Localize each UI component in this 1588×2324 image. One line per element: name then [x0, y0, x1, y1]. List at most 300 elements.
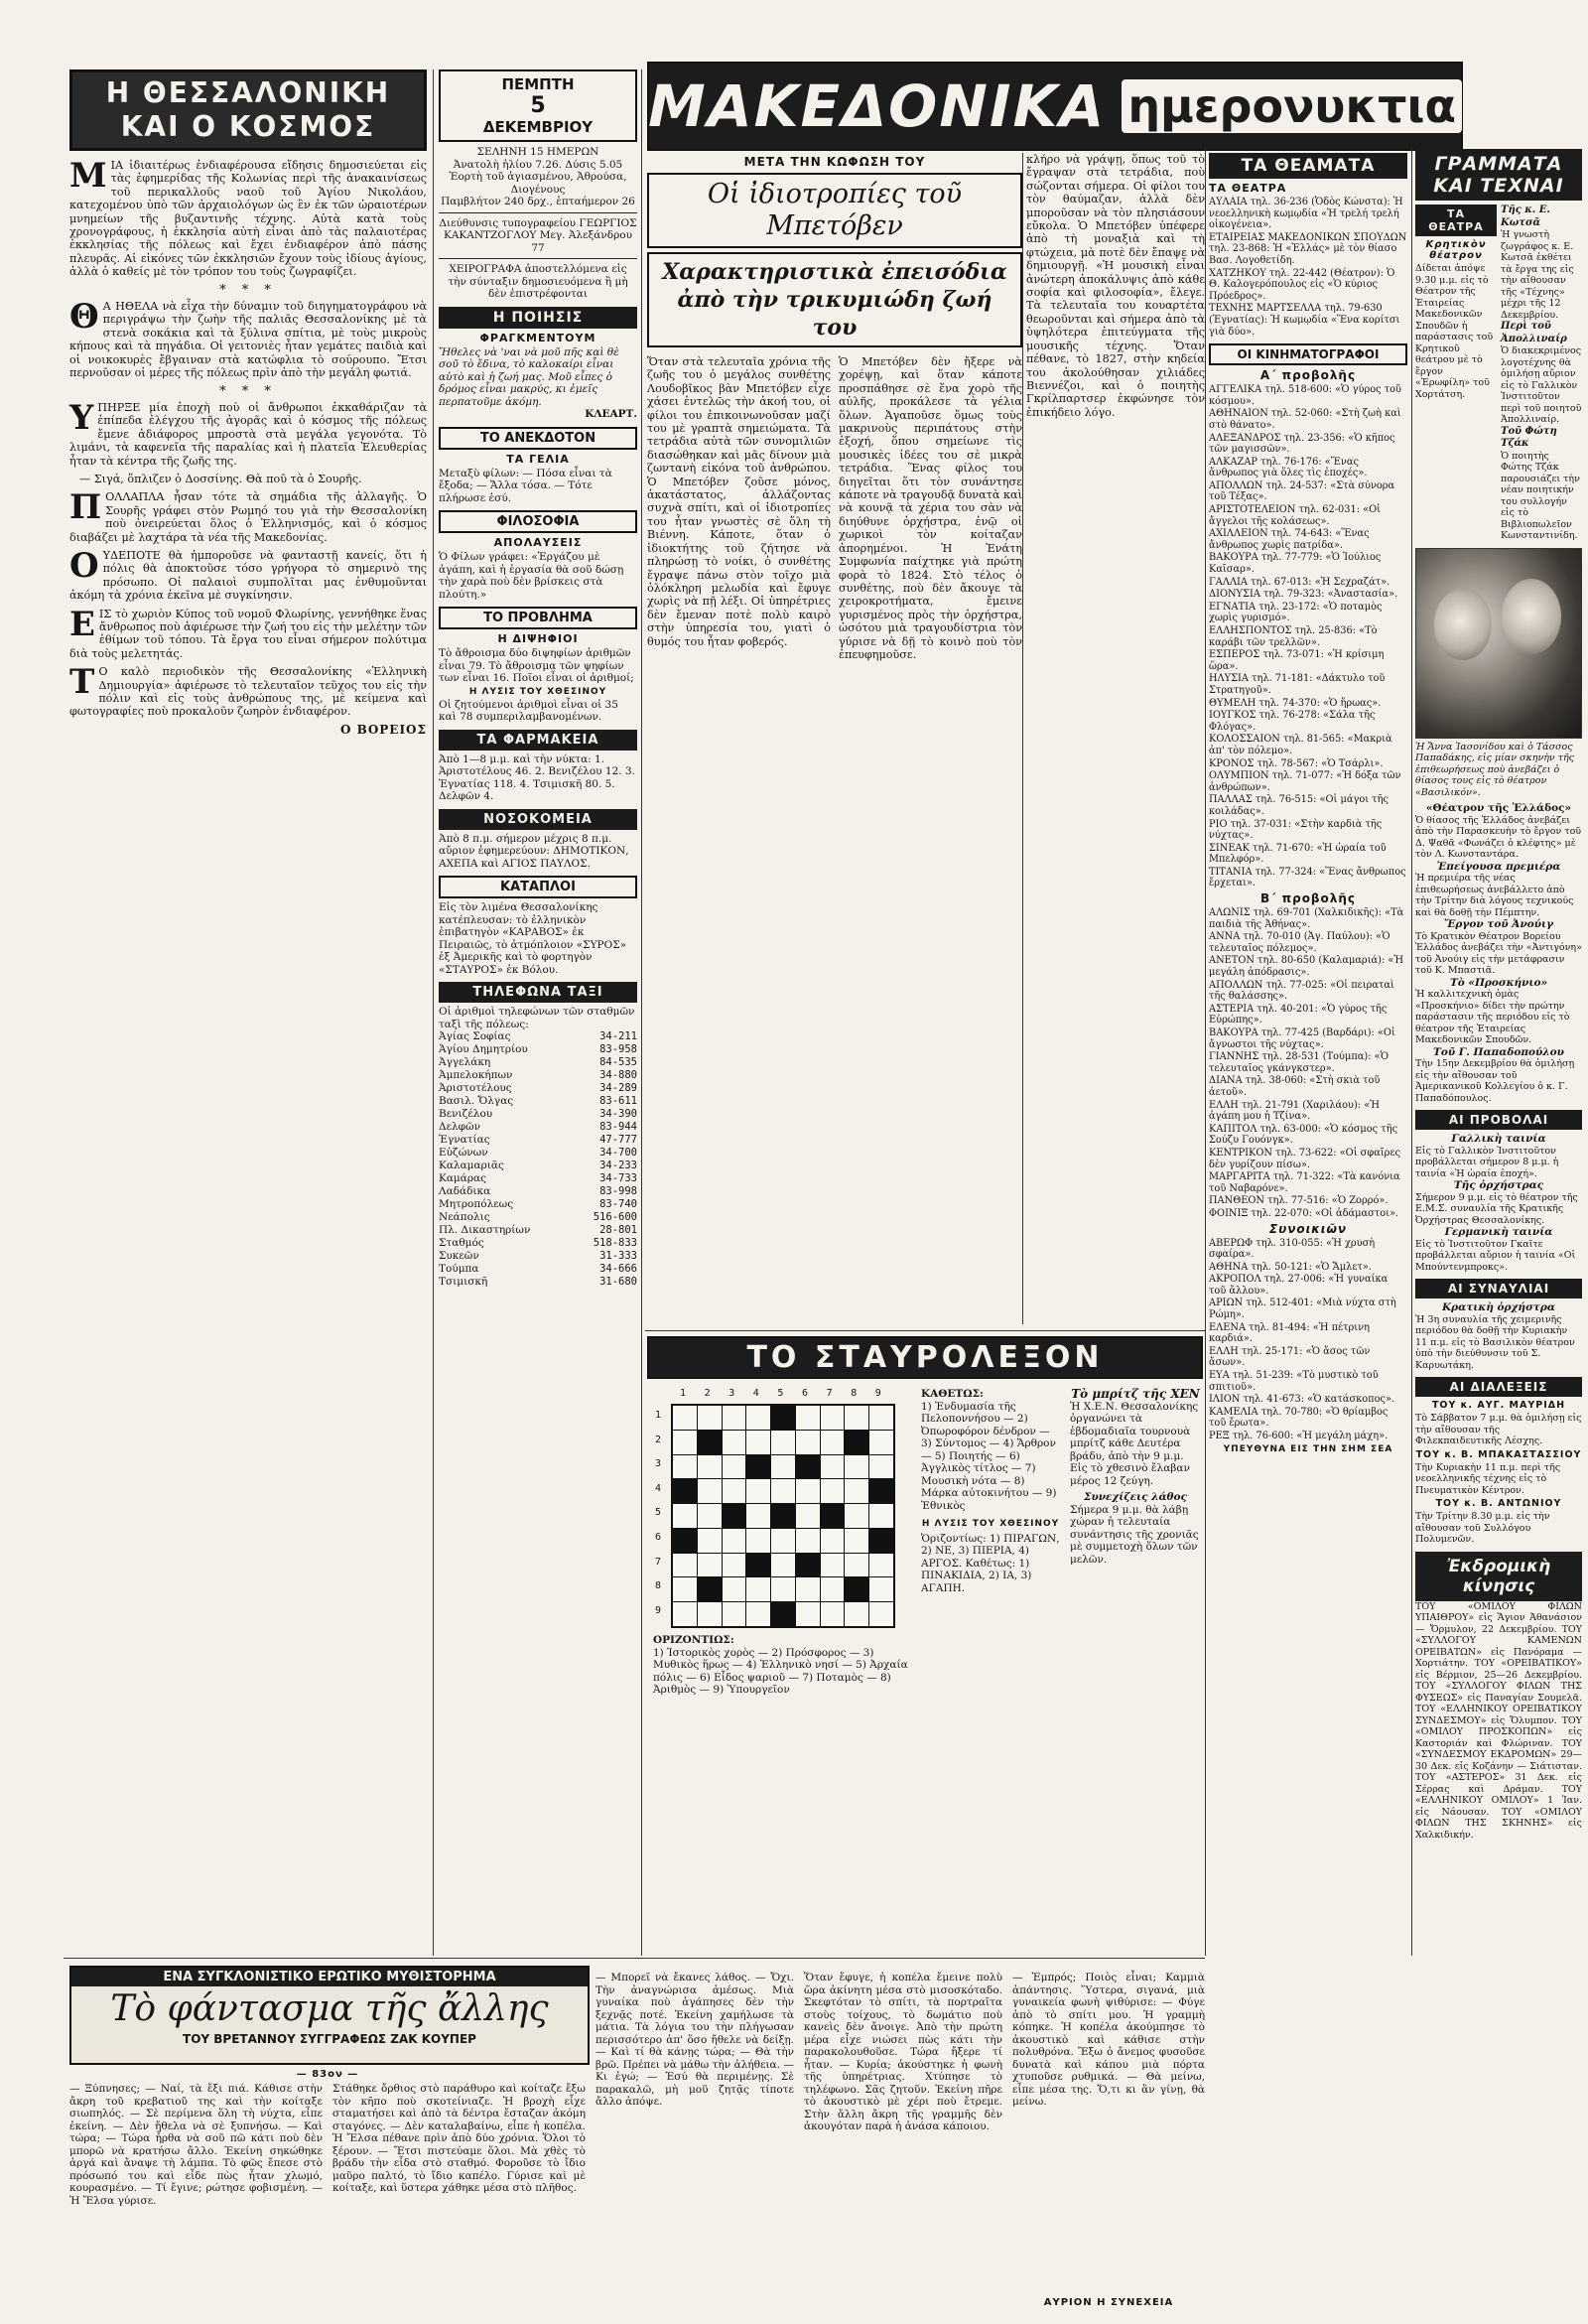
cinema-listing: ΡΙΟ τηλ. 37-031: «Στὴν καρδιὰ τῆς νύχτας».: [1209, 818, 1383, 842]
crossword-cell[interactable]: [845, 1529, 868, 1553]
bridge-title: Τὸ μπρίτζ τῆς ΧΕΝ: [1071, 1387, 1200, 1401]
serial-banner: [69, 1966, 590, 2065]
cinema-listing: ΓΑΛΛΙΑ τηλ. 67-013: «Ἡ Σεχραζάτ».: [1209, 576, 1390, 588]
arts-title-1: Τῆς κ. Ε. Κωτσᾶ: [1501, 205, 1550, 228]
crossword-cell[interactable]: [723, 1602, 746, 1626]
crossword-cell[interactable]: [869, 1602, 893, 1626]
problem-text: Τὸ ἄθροισμα δύο διψηφίων ἀριθμῶν εἶναι 79. Τὸ ἄθροισμα τῶν ψηφίων των εἶναι 16. Ποῖοι εἶναι οἱ ἀριθμοί;: [439, 647, 634, 684]
orchestra-text: Σήμερον 9 μ.μ. εἰς τὸ θέατρον τῆς Ε.Μ.Σ. συναυλία τῆς Κρατικῆς Ὀρχήστρας Θεσσαλονίκης.: [1415, 1191, 1578, 1226]
taxi-station-number: 83-958: [599, 1043, 637, 1055]
taxi-intro: Οἱ ἀριθμοὶ τηλεφώνων τῶν σταθμῶν ταξὶ τῆς πόλεως:: [439, 1006, 635, 1030]
cinema-listing: ΕΛΕΝΑ τηλ. 81-494: «Ἡ πέτρινη καρδιά».: [1209, 1321, 1370, 1345]
crossword-cell[interactable]: [869, 1554, 893, 1577]
crossword-title: ΤΟ ΣΤΑΥΡΟΛΕΞΟΝ: [647, 1336, 1203, 1379]
crossword-cell[interactable]: [723, 1406, 746, 1430]
taxi-station-number: 47-777: [599, 1134, 637, 1146]
crossword-solution: Ὁριζοντίως: 1) ΠΙΡΑΓΩΝ, 2) ΝΕ, 3) ΠΙΕΡΙΑ, 4) ΑΡΓΟΣ. Καθέτως: 1) ΠΙΝΑΚΙΔΙΑ, 2) ΙΑ, 3) ΑΓΑΠΗ.: [921, 1532, 1060, 1594]
theatre-list: [1209, 197, 1407, 338]
crossword-cell[interactable]: [845, 1554, 868, 1577]
crossword-black-cell: [869, 1479, 893, 1503]
dropcap: Υ: [69, 397, 94, 438]
left-para-5: ΟΛΛΑΠΛΑ ἦσαν τότε τὰ σημάδια τῆς ἀλλαγῆς. Ὁ Σουρῆς γράφει στὸν Ρωμηό του γιὰ τὴν Θεσσαλονίκη ποὺ ὀνειρεύεται ὅλος ὁ Ἑλληνισμός, καὶ ὁ κόσμος διαβάζει μὲ λαχτάρα τὰ νέα τῆς Μακεδονίας.: [69, 490, 427, 544]
crossword-black-cell: [771, 1602, 795, 1626]
arts-header: ΓΡΑΜΜΑΤΑ ΚΑΙ ΤΕΧΝΑΙ: [1415, 149, 1582, 201]
crossword-cell[interactable]: [796, 1602, 820, 1626]
crossword-cell[interactable]: [845, 1504, 868, 1528]
arts-title-2: Περὶ τοῦ Ἀπολλιναίρ: [1501, 321, 1567, 344]
hospitals-header: ΝΟΣΟΚΟΜΕΙΑ: [439, 809, 637, 830]
crossword-black-cell: [698, 1577, 722, 1601]
cinema-listing: ΚΕΝΤΡΙΚΟΝ τηλ. 73-622: «Οἱ σφαῖρες δὲν γυρίζουν πίσω».: [1209, 1147, 1401, 1170]
lecture-1-title: ΤΟΥ κ. ΑΥΓ. ΜΑΥΡΙΔΗ: [1431, 1400, 1566, 1411]
cinema-listing: ΔΙΟΝΥΣΙΑ τηλ. 79-323: «Ἀναστασία».: [1209, 589, 1398, 601]
serial-title: Τὸ φάντασμα τῆς ἄλλης: [110, 1988, 549, 2029]
left-article-title-line1: Η ΘΕΣΣΑΛΟΝΙΚΗ: [105, 76, 391, 109]
crossword-cell[interactable]: [746, 1406, 770, 1430]
left-para-4: — Σιγά, ὅπλιζεν ὁ Δοσσίνης. Θὰ ποῦ τὰ ὁ Σουρῆς.: [79, 472, 362, 485]
cinema-listing: ΜΑΡΓΑΡΙΤΑ τηλ. 71-322: «Τὰ κανόνια τοῦ Ναβαρόνε».: [1209, 1171, 1400, 1194]
center-col-1: Ὅταν στὰ τελευταῖα χρόνια τῆς ζωῆς του ὁ μεγάλος συνθέτης Λουδοβῖκος βὰν Μπετόβεν εἶχε χάσει ἐντελῶς τὴν ἀκοή του, οἱ φίλοι του ἐπικοινωνοῦσαν μαζί του μὲ γραπτὰ σημειώματα. Τὰ τετράδια αὐτὰ τῶν συνομιλιῶν διασώθηκαν καὶ μᾶς δίνουν μιὰ ζωντανὴ εἰκόνα τοῦ ἀνθρώπου. Ὁ Μπετόβεν ζοῦσε μόνος, ἀκατάστατος, ἀλλάζοντας συχνὰ σπίτι, καὶ οἱ ἰδιοτροπίες του ἦταν γνωστὲς σὲ ὅλη τὴ Βιέννη. Κάποτε, ὅταν ὁ ἰδιοκτήτης τοῦ ζήτησε νὰ πληρώσῃ τὸ νοίκι, ὁ συνθέτης ἔγραψε πάνω στὸν τοῖχο μιὰ ὁλόκληρη μελωδία καὶ ἔφυγε χωρὶς νὰ πῇ λέξι. Οἱ ὑπηρέτριες δὲν ἔμεναν ποτὲ πολὺ καιρὸ στὴν ὑπηρεσία του, γιατὶ ὁ θυμός του ἦταν φοβερός.: [647, 355, 831, 648]
taxi-station-number: 83-944: [599, 1121, 637, 1133]
lecture-2-text: Τὴν Κυριακὴν 11 π.μ. περὶ τῆς νεοελληνικῆς τέχνης εἰς τὸ Πνευματικὸν Κέντρον.: [1415, 1461, 1561, 1496]
crossword-cell[interactable]: [746, 1431, 770, 1454]
crossword-black-cell: [746, 1554, 770, 1577]
actors-photo: [1415, 548, 1582, 739]
crossword-cell[interactable]: [869, 1577, 893, 1601]
crossword-black-cell: [845, 1577, 868, 1601]
serial-banner-top: ΕΝΑ ΣΥΓΚΛΟΝΙΣΤΙΚΟ ΕΡΩΤΙΚΟ ΜΥΘΙΣΤΟΡΗΜΑ: [71, 1968, 588, 1986]
crossword-row-number: 4: [655, 1482, 662, 1494]
crossword-cell[interactable]: [821, 1406, 845, 1430]
crossword-row-number: 5: [655, 1507, 662, 1519]
cinema-listing: ΘΥΜΕΛΗ τηλ. 74-370: «Ὁ ἥρωας».: [1209, 697, 1382, 709]
crossword-cell[interactable]: [821, 1577, 845, 1601]
taxi-station-number: 83-998: [599, 1185, 637, 1197]
cinema-listing: ΑΓΓΕΛΙΚΑ τηλ. 518-600: «Ὁ γύρος τοῦ κόσμου».: [1209, 384, 1401, 407]
cinema-listing: ΣΙΝΕΑΚ τηλ. 71-670: «Ἡ ὡραία τοῦ Μπελφόρ».: [1209, 842, 1387, 866]
dropcap: Ο: [69, 545, 99, 586]
crossword-column-number: 2: [704, 1388, 711, 1399]
taxi-row: [439, 1211, 637, 1224]
arts-top: [1415, 205, 1582, 542]
taxi-station-number: 518-833: [593, 1237, 637, 1249]
serial-instalment: — 83ον —: [296, 2069, 359, 2080]
crossword-cell[interactable]: [845, 1406, 868, 1430]
taxi-station-name: Λαδάδικα: [439, 1185, 491, 1197]
shows-footer: ΥΠΕΥΘΥΝΑ ΕΙΣ ΤΗΝ ΣΗΜ ΣΕΑ: [1223, 1443, 1393, 1454]
cinema-listing: ΑΧΙΛΛΕΙΟΝ τηλ. 74-643: «Ἕνας ἄνθρωπος χωρὶς πατρίδα».: [1209, 528, 1370, 551]
cinema-listing: ΑΘΗΝΑ τηλ. 50-121: «Ὁ Ἄμλετ».: [1209, 1261, 1372, 1273]
taxi-station-name: Ἀγίας Σοφίας: [439, 1030, 511, 1042]
column-divider: [641, 69, 642, 1956]
day: 5: [530, 93, 546, 118]
crossword-cell[interactable]: [673, 1504, 697, 1528]
crossword-black-cell: [723, 1504, 746, 1528]
crossword-cell[interactable]: [723, 1431, 746, 1454]
taxi-row: [439, 1224, 637, 1237]
actor-face-right: [1502, 579, 1561, 654]
cinema-listing: ΑΝΕΤΟΝ τηλ. 80-650 (Καλαμαριά): «Ἡ μεγάλη ἀπόδρασις».: [1209, 955, 1404, 979]
cinema-listing: ΟΛΥΜΠΙΟΝ τηλ. 71-077: «Ἡ δόξα τῶν ἀνθρώπων».: [1209, 770, 1401, 793]
cinema-listing: ΕΛΛΗ τηλ. 21-791 (Χαριλάου): «Ἡ ἀγάπη μου ἡ Τζίνα».: [1209, 1099, 1380, 1123]
taxi-row: [439, 1134, 637, 1147]
crossword-black-cell: [771, 1406, 795, 1430]
masthead: [647, 62, 1463, 151]
cinema-listing: ΑΚΡΟΠΟΛ τηλ. 27-006: «Ἡ γυναίκα τοῦ ἄλλου».: [1209, 1274, 1389, 1297]
cinema-listing: ΕΛΛΗΣΠΟΝΤΟΣ τηλ. 25-836: «Τὸ καράβι τῶν τρελλῶν».: [1209, 625, 1378, 648]
crossword-column-number: 6: [802, 1388, 809, 1399]
crossword-section: [647, 1336, 1203, 1926]
sun-times: Ἀνατολὴ ἡλίου 7.26. Δύσις 5.05: [453, 158, 623, 171]
problem-solution-title: Η ΛΥΣΙΣ ΤΟΥ ΧΘΕΣΙΝΟΥ: [468, 686, 607, 697]
cinema-listing: ΒΑΚΟΥΡΑ τηλ. 77-425 (Βαρδάρι): «Οἱ ἄγνωστοι τῆς νύχτας».: [1209, 1027, 1395, 1050]
bridge-text-2: Σήμερα 9 μ.μ. θὰ λάβῃ χώραν ἡ τελευταία συνάντησις τῆς χρονιᾶς μὲ συμμετοχὴ ὅλων τῶν μελῶν.: [1070, 1503, 1199, 1566]
crossword-cell[interactable]: [796, 1431, 820, 1454]
manuscripts-note: ΧΕΙΡΟΓΡΑΦΑ ἀποστελλόμενα εἰς τὴν σύνταξιν δημοσιευόμενα ἢ μὴ δὲν ἐπιστρέφονται: [448, 263, 628, 300]
taxi-row: [439, 1185, 637, 1198]
taxi-station-name: Νεάπολις: [439, 1211, 490, 1223]
gallic-film-text: Εἰς τὸ Γαλλικὸν Ἰνστιτοῦτον προβάλλεται σήμερον 8 μ.μ. ἡ ταινία «Ἡ ὡραία ἐποχή».: [1415, 1145, 1559, 1179]
taxi-row: [439, 1147, 637, 1160]
crossword-row-number: 1: [655, 1410, 662, 1421]
taxi-row: [439, 1095, 637, 1108]
suburb-list: [1209, 1238, 1407, 1442]
arts-theatre-sub: Κρητικὸν θέατρον: [1425, 239, 1487, 261]
center-subtitle: Χαρακτηριστικὰ ἐπεισόδια ἀπὸ τὴν τρικυμιώδη ζωή του: [647, 252, 1022, 347]
theatre-listing: ΕΤΑΙΡΕΙΑΣ ΜΑΚΕΔΟΝΙΚΩΝ ΣΠΟΥΔΩΝ τηλ. 23-868: Ἡ «Ἑλλάς» μὲ τὸν θίασο Βασ. Λογοθετίδη.: [1209, 231, 1407, 266]
dropcap: Ε: [69, 604, 95, 644]
cinema-listing: ΕΛΛΗ τηλ. 25-171: «Ὁ ἄσος τῶν ἄσων».: [1209, 1345, 1371, 1369]
dropcap: Τ: [69, 662, 95, 703]
left-article-body: [69, 156, 427, 737]
name-days: Ἐορτὴ τοῦ ἁγιασμένου, Ἀθρούσα, Διογένους: [449, 171, 627, 196]
taxi-row: [439, 1030, 637, 1043]
cinema-listing: ΑΝΝΑ τηλ. 70-010 (Ἀγ. Παύλου): «Ὁ τελευταῖος πόλεμος».: [1209, 931, 1390, 954]
masthead-name-part2: ημερονυκτια: [1122, 79, 1462, 133]
crossword-cell[interactable]: [723, 1577, 746, 1601]
down-clues: 1) Ἐνδυμασία τῆς Πελοποννήσου — 2) Ὀπωροφόρον δένδρον — 3) Σύντομος — 4) Ἄρθρον — 5) Ποιητής — 6) Ἀγγλικὸς τίτλος — 7) Μουσικὴ νότα — 8) Μάρκα αὐτοκινήτου — 9) Ἐθνικὸς: [921, 1400, 1057, 1512]
taxi-station-number: 34-733: [599, 1172, 637, 1184]
cinema-listing: ΕΣΠΕΡΟΣ τηλ. 73-071: «Ἡ κρίσιμη ὥρα».: [1209, 649, 1385, 672]
left-para-2: Α ΗΘΕΛΑ νὰ εἶχα τὴν δύναμιν τοῦ διηγηματογράφου νὰ περιγράψω τὴν ζωὴν τῆς παλιᾶς Θεσσαλονίκης μὲ τὰ στενὰ σοκάκια καὶ τὰ ξύλινα σπίτια, μὲ τοὺς μικροὺς κήπους καὶ τὰ πηγάδια. Οἱ γειτονιὲς ἦταν γεμάτες παιδιὰ καὶ οἱ νοικοκυρὲς ἔβγαιναν στὰ κατώφλια τὸ σούρουπο. Ἔτσι περνοῦσαν οἱ μέρες τῆς πόλεως πρὶν ἀπὸ τὴν μεγάλη φωτιά.: [69, 300, 427, 380]
taxi-row: [439, 1082, 637, 1095]
taxi-station-number: 83-740: [599, 1198, 637, 1210]
crossword-cell[interactable]: [771, 1431, 795, 1454]
crossword-cell[interactable]: [821, 1529, 845, 1553]
state-orchestra-title: Κρατικὴ ὀρχήστρα: [1442, 1301, 1555, 1313]
taxi-row: [439, 1069, 637, 1082]
crossword-row-numbers: [653, 1404, 669, 1624]
taxi-station-number: 31-680: [599, 1276, 637, 1288]
crossword-across: [653, 1634, 915, 1697]
cinema-listing: ΕΓΝΑΤΙΑ τηλ. 23-172: «Ὁ ποταμὸς χωρὶς γυρισμό».: [1209, 601, 1383, 624]
crossword-row-number: 8: [655, 1580, 662, 1592]
crossword-cell[interactable]: [869, 1431, 893, 1454]
anecdote-text: Μεταξὺ φίλων: — Πόσα εἶναι τὰ ἔξοδα; — Ἄλλα τόσα. — Τότε πλήρωσε ἐσύ.: [439, 467, 612, 504]
crossword-cell[interactable]: [796, 1406, 820, 1430]
crossword-cell[interactable]: [698, 1479, 722, 1503]
dropcap: Μ: [69, 156, 107, 196]
column-divider: [1022, 153, 1023, 1324]
crossword-cell[interactable]: [771, 1455, 795, 1479]
crossword-cell[interactable]: [698, 1455, 722, 1479]
crossword-cell[interactable]: [746, 1529, 770, 1553]
crossword-cell[interactable]: [698, 1602, 722, 1626]
cinema-listing: ΙΛΙΟΝ τηλ. 41-673: «Ὁ κατάσκοπος».: [1209, 1394, 1395, 1406]
serial-col-3: — Μπορεῖ νὰ ἔκανες λάθος. — Ὄχι. Τὴν ἀναγνώρισα ἀμέσως. Μιὰ γυναίκα ποὺ ἀγάπησες δὲν τὴν ξεχνᾷς ποτέ. Ἐκείνη χαμήλωσε τὰ μάτια. Τὰ λόγια του τὴν πλήγωσαν περισσότερο ἀπ' ὅσο ἤθελε νὰ δείξῃ. — Καὶ τί θὰ κάνῃς τώρα; — Θὰ τὴν βρῶ. Πρέπει νὰ μάθω τὴν ἀλήθεια. — Κι ἐγώ; — Ἐσύ θὰ περιμένῃς. Σὲ παρακαλῶ, μὴ μοῦ ζητᾷς τίποτε ἄλλο ἀπόψε.: [596, 1972, 794, 2108]
crossword-cell[interactable]: [723, 1529, 746, 1553]
crossword-cell[interactable]: [796, 1577, 820, 1601]
crossword-cell[interactable]: [869, 1504, 893, 1528]
crossword-black-cell: [845, 1431, 868, 1454]
crossword-cell[interactable]: [698, 1504, 722, 1528]
taxi-row: [439, 1198, 637, 1211]
lecture-1-text: Τὸ Σάββατον 7 μ.μ. θὰ ὁμιλήσῃ εἰς τὴν αἴθουσαν τῆς Φιλεκπαιδευτικῆς Λέσχης.: [1415, 1413, 1582, 1446]
print-info: Διεύθυνσις τυπογραφείου ΓΕΩΡΓΙΟΣ ΚΑΚΑΝΤΖΟΓΛΟΥ Μεγ. Ἀλεξάνδρου 77: [439, 216, 637, 254]
crossword-cell[interactable]: [746, 1504, 770, 1528]
taxi-station-number: 84-535: [599, 1056, 637, 1068]
shows-header: ΤΑ ΘΕΑΜΑΤΑ: [1209, 153, 1407, 179]
center-col-3: κλήρο νὰ γράψῃ, ὅπως τοῦ τὸ ἔγραψαν στὰ τετράδια, ποὺ σώζονται σήμερα. Οἱ φίλοι του τὸν θαύμαζαν, ἀλλὰ δὲν μποροῦσαν νὰ τὸν πλησιάσουν εὔκολα. Ὁ Μπετόβεν ὑπέφερε ἀπὸ τὴ μοναξιὰ καὶ τὴ φτώχεια, μὰ ποτὲ δὲν ἔπαψε νὰ δημιουργῇ. «Ἡ μουσικὴ εἶναι ἀνώτερη ἀποκάλυψις ἀπὸ κάθε σοφία καὶ φιλοσοφία», ἔλεγε. Τὰ τελευταῖα του κουαρτέτα θεωροῦνται καὶ σήμερα ἀπὸ τὰ ὑψηλότερα ἐπιτεύγματα τῆς μουσικῆς τέχνης. Ὅταν πέθανε, τὸ 1827, στὴν κηδεία του ἀκολούθησαν χιλιάδες Βιεννέζοι, καὶ ὁ ποιητὴς Γκρίλπαρτσερ ἐκφώνησε τὸν ἐπικήδειο λόγο.: [1026, 153, 1205, 419]
state-orchestra-text: Ἡ 3η συναυλία τῆς χειμερινῆς περιόδου θὰ δοθῇ τὴν Κυριακὴν 11 π.μ. εἰς τὸ Βασιλικὸν θέατρον ὑπὸ τὴν διεύθυνσιν τοῦ Σ. Καρυωτάκη.: [1415, 1313, 1575, 1371]
crossword-cell[interactable]: [673, 1455, 697, 1479]
crossword-column-number: 4: [752, 1388, 759, 1399]
masthead-name: [649, 64, 1461, 149]
taxi-row: [439, 1237, 637, 1250]
cinema-listing: ΠΑΛΛΑΣ τηλ. 76-515: «Οἱ μάγοι τῆς κοιλάδας».: [1209, 794, 1389, 817]
masthead-name-part1: ΜΑΚΕΔΟΝΙΚΑ: [647, 72, 1107, 140]
crossword-cell[interactable]: [723, 1479, 746, 1503]
katapli-header: ΚΑΤΑΠΛΟΙ: [439, 876, 637, 898]
crossword-column-number: 7: [826, 1388, 833, 1399]
dropcap: Θ: [69, 297, 99, 338]
crossword-cell[interactable]: [821, 1479, 845, 1503]
poetry-author: ΚΛΕΑΡΤ.: [585, 408, 637, 420]
taxi-station-name: Βασιλ. Ὄλγας: [439, 1095, 514, 1107]
moon: ΣΕΛΗΝΗ 15 ΗΜΕΡΩΝ: [476, 146, 599, 158]
center-columns: [647, 355, 1022, 661]
arts-title-3: Τοῦ Φώτη Τζάκ: [1501, 425, 1557, 449]
section-divider: [645, 1330, 1205, 1331]
left-para-7: ΙΣ τὸ χωριὸν Κύπος τοῦ νομοῦ Φλωρίνης, γεννήθηκε ἕνας ἄνθρωπος ποὺ ἀφιέρωσε τὴν ζωή του εἰς τὴν μελέτην τῶν ἐθίμων τοῦ τόπου. Τὰ ἔργα του εἶναι σήμερον πολύτιμα διὰ τοὺς μελετητάς.: [69, 607, 427, 660]
cinema-listing: ΑΒΕΡΩΦ τηλ. 310-055: «Ἡ χρυσὴ σφαίρα».: [1209, 1237, 1376, 1261]
left-para-6: ΥΔΕΠΟΤΕ θὰ ἠμποροῦσε νὰ φανταστῇ κανείς, ὅτι ἡ πόλις θὰ ἀποκτοῦσε τόσο γρήγορα τὸ σημερινὸ της πρόσωπο. Οἱ παλαιοὶ συμπολῖται μας ἐνθυμοῦνται ἀκόμη τὰ χρόνια ἐκεῖνα μὲ συγκίνησιν.: [69, 548, 427, 603]
crossword-cell[interactable]: [698, 1529, 722, 1553]
center-article: [647, 153, 1022, 1334]
taxi-header: ΤΗΛΕΦΩΝΑ ΤΑΞΙ: [439, 982, 637, 1003]
crossword-black-cell: [673, 1479, 697, 1503]
crossword-cell[interactable]: [845, 1479, 868, 1503]
taxi-row: [439, 1250, 637, 1263]
photo-caption: Ἡ Ἄννα Ἰασονίδου καὶ ὁ Τάσσος Παπαδάκης, εἰς μίαν σκηνὴν τῆς ἐπιθεωρήσεως ποὺ ἀνεβάζει ὁ θίασος τους εἰς τὸ θέατρον «Βασιλικόν».: [1415, 741, 1574, 798]
across-clues: 1) Ἰστορικὸς χορὸς — 2) Πρόσφορος — 3) Μυθικὸς ἥρως — 4) Ἑλληνικὸ νησί — 5) Ἀρχαία πόλις — 6) Εἶδος ψαριοῦ — 7) Ποταμὸς — 8) Ἀριθμὸς — 9) Ὑπουργεῖον: [653, 1646, 908, 1696]
problem-solution: Οἱ ζητούμενοι ἀριθμοὶ εἶναι οἱ 35 καὶ 78 συμπεριλαμβανομένων.: [439, 698, 618, 723]
taxi-station-name: Ἀμπελοκήπων: [439, 1069, 513, 1081]
taxi-station-name: Δελφῶν: [439, 1121, 480, 1133]
crossword-cell[interactable]: [821, 1455, 845, 1479]
anecdote-header: ΤΟ ΑΝΕΚΔΟΤΟΝ: [439, 427, 637, 450]
left-para-1: ΙΑ ἰδιαιτέρως ἐνδιαφέρουσα εἴδησις δημοσιεύεται εἰς τὰς ἐφημερίδας τῆς Κολωνίας περὶ τῆς ἀνακαινίσεως τοῦ περικαλλοῦς ναοῦ τοῦ Ἁγίου Νικολάου, κατεχομένου ὑπὸ τῶν ἀρχαιολόγων ὡς ἓν ἐκ τῶν ὡραιοτέρων μνημείων τῆς βυζαντινῆς τέχνης. Αὐτὰ κατὰ τοὺς χρονογράφους, ἡ ἐκκλησία αὐτὴ εἶναι ἀπὸ τὰς παλαιοτέρας ἐκκλησίας τῆς πόλεως καὶ ἔχει ἐνδιαφέρον ἀπὸ πάσης πλευρᾶς. Αἱ εἰκόνες τῶν ἐκκλησιῶν ἔχουν τοὺς ἰδίους ἁγίους, ἀλλὰ ὁ καθείς μὲ τὸν τρόπον του τοὺς ζωγραφίζει.: [69, 159, 427, 279]
taxi-station-name: Εὐζώνων: [439, 1147, 488, 1159]
crossword-cell[interactable]: [821, 1431, 845, 1454]
center-kicker: ΜΕΤΑ ΤΗΝ ΚΩΦΩΣΗ ΤΟΥ: [743, 155, 926, 169]
taxi-row: [439, 1108, 637, 1121]
bridge-text: Ἡ Χ.Ε.Ν. Θεσσαλονίκης ὀργανώνει τὰ ἑβδομαδιαῖα τουρνουὰ μπρίτζ κάθε Δευτέρα βράδυ, ἀπὸ τὴν 9 μ.μ. Εἰς τὸ χθεσινὸ ἔλαβαν μέρος 12 ζεύγη.: [1070, 1400, 1199, 1487]
crossword-black-cell: [796, 1554, 820, 1577]
taxi-row: [439, 1056, 637, 1069]
cinemas-header: ΟΙ ΚΙΝΗΜΑΤΟΓΡΑΦΟΙ: [1209, 343, 1407, 365]
lecture-3-text: Τὴν Τρίτην 8.30 μ.μ. εἰς τὴν αἴθουσαν τοῦ Συλλόγου Πολυμενῶν.: [1415, 1511, 1550, 1545]
crossword-cell[interactable]: [673, 1406, 697, 1430]
taxi-station-number: 34-289: [599, 1082, 637, 1094]
crossword-cell[interactable]: [771, 1554, 795, 1577]
crossword-grid[interactable]: [671, 1404, 895, 1628]
theatre-listing: ΑΥΛΑΙΑ τηλ. 36-236 (Ὁδὸς Κώνστα): Ἡ νεοελληνικὴ κωμῳδία «Ἡ τρελή τρελή οἰκογένεια».: [1209, 197, 1403, 231]
arts-theatre-text: Δίδεται ἀπόψε 9.30 μ.μ. εἰς τὸ Θέατρον τῆς Ἑταιρείας Μακεδονικῶν Σπουδῶν ἡ παράστασις τοῦ Κρητικοῦ θεάτρου μὲ τὸ ἔργον «Ἐρωφίλη» τοῦ Χορτάτση.: [1415, 263, 1494, 400]
crossword-cell[interactable]: [771, 1479, 795, 1503]
theatre-listing: ΤΕΧΝΗΣ ΜΑΡΤΣΕΛΛΑ τηλ. 79-630 (Ἐγνατίας): Ἡ κωμῳδία «Ἕνα κορίτσι γιὰ δύο».: [1209, 303, 1400, 338]
hospitals-text: Ἀπὸ 8 π.μ. σήμερον μέχρις 8 π.μ. αὔριον ἐφημερεύουν: ΔΗΜΟΤΙΚΟΝ, ΑΧΕΠΑ καὶ ΑΓΙΟΣ ΠΑΥΛΟΣ.: [439, 832, 629, 870]
column-divider: [433, 69, 434, 1956]
crossword-cell[interactable]: [673, 1602, 697, 1626]
arts-papa-text: Τὴν 15ην Δεκεμβρίου θὰ ὁμιλήσῃ εἰς τὴν αἴθουσαν τοῦ Ἀμερικανικοῦ Κολλεγίου ὁ κ. Γ. Παπαδόπουλος.: [1415, 1058, 1575, 1104]
left-article-title: [69, 69, 427, 151]
crossword-cell[interactable]: [771, 1577, 795, 1601]
crossword-cell[interactable]: [869, 1455, 893, 1479]
taxi-row: [439, 1043, 637, 1056]
across-title: ΟΡΙΖΟΝΤΙΩΣ:: [653, 1634, 734, 1646]
left-para-8: Ο καλὸ περιοδικὸν τῆς Θεσσαλονίκης «Ἑλληνικὴ Δημιουργία» ἀφιέρωσε τὸ τελευταῖον τεῦχος του εἰς τὴν πόλιν καὶ εἰς τοὺς ἀνθρώπους της, μὲ κείμενα καὶ φωτογραφίες ποὺ προκαλοῦν ζωηρὸν ἐνδιαφέρον.: [69, 665, 427, 719]
excursions-header: Ἐκδρομικὴ κίνησις: [1415, 1552, 1582, 1601]
center-article-col3: [1026, 153, 1205, 1334]
taxi-station-number: 34-880: [599, 1069, 637, 1081]
crossword-cell[interactable]: [673, 1554, 697, 1577]
crossword-column-number: 3: [728, 1388, 735, 1399]
cinema-listing: ΦΟΙΝΙΞ τηλ. 22-070: «Οἱ ἀδάμαστοι».: [1209, 1207, 1399, 1219]
crossword-black-cell: [821, 1504, 845, 1528]
taxi-station-number: 34-211: [599, 1030, 637, 1042]
crossword-cell[interactable]: [673, 1577, 697, 1601]
lecture-2-title: ΤΟΥ κ. Β. ΜΠΑΚΑΣΤΑΣΣΙΟΥ: [1415, 1448, 1582, 1460]
poetry-sub: ΦΡΑΓΚΜΕΝΤΟΥΜ: [479, 331, 596, 344]
anecdote-sub: ΤΑ ΓΕΛΙΑ: [506, 452, 570, 466]
crossword-row-number: 7: [655, 1556, 662, 1568]
philosophy-header: ΦΙΛΟΣΟΦΙΑ: [439, 510, 637, 533]
concerts-header: ΑΙ ΣΥΝΑΥΛΙΑΙ: [1415, 1279, 1582, 1299]
second-run-header: Β΄ προβολῆς: [1259, 891, 1357, 906]
crossword-row-number: 9: [655, 1604, 662, 1616]
crossword-cell[interactable]: [746, 1479, 770, 1503]
crossword-column-number: 8: [851, 1388, 858, 1399]
arts-epeigousa-text: Ἡ πρεμιέρα τῆς νέας ἐπιθεωρήσεως ἀνεβάλλετο ἀπὸ τὴν Τρίτην διὰ λόγους τεχνικούς καὶ θὰ δοθῇ τὴν Πέμπτην.: [1415, 873, 1574, 918]
article-signature: Ο ΒΟΡΕΙΟΣ: [340, 722, 427, 737]
lecture-3-title: ΤΟΥ κ. Β. ΑΝΤΩΝΙΟΥ: [1435, 1498, 1562, 1509]
crossword-cell[interactable]: [821, 1602, 845, 1626]
taxi-station-name: Βενιζέλου: [439, 1108, 493, 1120]
crossword-cell[interactable]: [796, 1479, 820, 1503]
crossword-cell[interactable]: [771, 1529, 795, 1553]
taxi-station-number: 34-700: [599, 1147, 637, 1159]
taxi-station-name: Ἐγνατίας: [439, 1134, 490, 1146]
crossword-column-number: 5: [777, 1388, 784, 1399]
cinema-listing: ΚΑΠΙΤΟΛ τηλ. 63-000: «Ὁ κόσμος τῆς Σούζυ Γουόνγκ».: [1209, 1123, 1398, 1147]
taxi-row: [439, 1160, 637, 1172]
cinema-listing: ΑΡΙΩΝ τηλ. 512-401: «Μιὰ νύχτα στὴ Ρώμη».: [1209, 1298, 1396, 1321]
cinema-listing: ΑΛΕΞΑΝΔΡΟΣ τηλ. 23-356: «Ὁ κῆπος τῶν μαγισσῶν».: [1209, 432, 1395, 456]
taxi-station-name: Ἁγίου Δημητρίου: [439, 1043, 528, 1055]
arts-text-3: Ὁ ποιητὴς Φώτης Τζάκ παρουσιάζει τὴν νέαν ποιητικήν του συλλογήν εἰς τὸ Βιβλιοπωλεῖον Κωνσταντινίδη.: [1501, 450, 1580, 541]
section-stars: * * *: [219, 383, 277, 399]
cinema-listing: ΤΙΤΑΝΙΑ τηλ. 77-324: «Ἕνας ἄνθρωπος ἔρχεται».: [1209, 866, 1406, 889]
taxi-station-name: Καμάρας: [439, 1172, 486, 1184]
cinema-listing: ΑΛΩΝΙΣ τηλ. 69-701 (Χαλκιδικῆς): «Τὰ παιδιὰ τῆς Ἀθήνας».: [1209, 907, 1404, 930]
arts-papa-title: Τοῦ Γ. Παπαδοπούλου: [1433, 1045, 1564, 1058]
taxi-station-number: 34-390: [599, 1108, 637, 1120]
taxi-station-name: Πλ. Δικαστηρίων: [439, 1224, 531, 1236]
bridge-section: [1070, 1388, 1201, 1566]
section-divider: [64, 1958, 1205, 1959]
cinema-a-list: [1209, 384, 1407, 889]
taxi-station-name: Σταθμός: [439, 1237, 484, 1249]
crossword-cell[interactable]: [723, 1554, 746, 1577]
philosophy-text: Ὁ Φίλων γράφει: «Ἐργάζου μὲ ἀγάπη, καὶ ἡ ἐργασία θὰ σοῦ δώσῃ τὴν χαρὰ ποὺ δὲν βρίσκεις στὰ πλούτη.»: [439, 551, 624, 601]
crossword-cell[interactable]: [796, 1504, 820, 1528]
arts-column: [1415, 149, 1582, 1956]
taxi-row: [439, 1276, 637, 1289]
crossword-cell[interactable]: [746, 1577, 770, 1601]
info-column: [439, 69, 637, 1956]
taxi-station-number: 34-666: [599, 1263, 637, 1275]
crossword-cell[interactable]: [845, 1602, 868, 1626]
gallic-film-title: Γαλλικὴ ταινία: [1451, 1133, 1546, 1145]
crossword-solution-title: Η ΛΥΣΙΣ ΤΟΥ ΧΘΕΣΙΝΟΥ: [921, 1519, 1060, 1529]
actor-face-left: [1434, 589, 1492, 660]
taxi-row: [439, 1121, 637, 1134]
left-article: [69, 69, 427, 1956]
excursions-text: ΤΟΥ «ΟΜΙΛΟΥ ΦΙΛΩΝ ΥΠΑΙΘΡΟΥ» εἰς Ἅγιον Ἀθανάσιον — Ὄρμυλον, 22 Δεκεμβρίου. ΤΟΥ «ΣΥΛΛΟΓΟΥ ΚΑΜΕΝΩΝ ΟΡΕΙΒΑΤΩΝ» εἰς Πανόραμα — Χορτιάτην. ΤΟΥ «ΟΡΕΙΒΑΤΙΚΟΥ» εἰς Βέρμιον, 25—26 Δεκεμβρίου. ΤΟΥ «ΣΥΛΛΟΓΟΥ ΦΙΛΩΝ ΤΗΣ ΦΥΣΕΩΣ» εἰς Παναγίαν Σουμελᾶ. ΤΟΥ «ΕΛΛΗΝΙΚΟΥ ΟΡΕΙΒΑΤΙΚΟΥ ΣΥΝΔΕΣΜΟΥ» εἰς Ὄλυμπον. ΤΟΥ «ΟΜΙΛΟΥ ΠΡΟΣΚΟΠΩΝ» εἰς Καστοριάν καὶ Φλώριναν. ΤΟΥ «ΣΥΝΔΕΣΜΟΥ ΕΚΔΡΟΜΩΝ» 29—30 Δεκ. εἰς Κοζάνην — Σιάτισταν. ΤΟΥ «ΑΣΤΕΡΟΣ» 31 Δεκ. εἰς Σέρρας καὶ Δράμαν. ΤΟΥ «ΕΛΛΗΝΙΚΟΥ ΟΜΙΛΟΥ» 1 Ἰαν. εἰς Νάουσαν. ΤΟΥ «ΟΜΙΛΟΥ ΦΙΛΩΝ ΤΗΣ ΣΚΗΝΗΣ» εἰς Χαλκιδικήν.: [1415, 1600, 1582, 1841]
crossword-cell[interactable]: [723, 1455, 746, 1479]
crossword-cell[interactable]: [869, 1406, 893, 1430]
arts-epeigousa-title: Ἐπείγουσα πρεμιέρα: [1436, 860, 1561, 873]
crossword-black-cell: [796, 1455, 820, 1479]
taxi-station-number: 28-801: [599, 1224, 637, 1236]
taxi-station-name: Καλαμαριᾶς: [439, 1160, 504, 1171]
philosophy-sub: ΑΠΟΛΑΥΣΕΙΣ: [493, 536, 583, 549]
cinema-listing: ΠΑΝΘΕΟΝ τηλ. 77-516: «Ὁ Ζορρό».: [1209, 1195, 1389, 1207]
crossword-cell[interactable]: [698, 1554, 722, 1577]
serial-continued: ΑΥΡΙΟΝ Η ΣΥΝΕΧΕΙΑ: [1043, 2297, 1174, 2308]
crossword-down: [921, 1388, 1060, 1594]
taxi-station-number: 31-333: [599, 1250, 637, 1262]
suburbs-header: Συνοικιῶν: [1268, 1221, 1348, 1236]
dropcap: Π: [69, 487, 102, 528]
arts-premiere-text: Ὁ θίασος τῆς Ἑλλάδος ἀνεβάζει ἀπὸ τὴν Παρασκευὴν τὸ ἔργον τοῦ Δ. Ψαθᾶ «Φωνάζει ὁ κλέφτης» μὲ τὸν Λ. Κωνσταντάρα.: [1415, 814, 1582, 860]
cinema-listing: ΒΑΚΟΥΡΑ τηλ. 77-779: «Ὁ Ἰούλιος Καῖσαρ».: [1209, 552, 1382, 576]
crossword-cell[interactable]: [746, 1602, 770, 1626]
cinema-listing: ΑΘΗΝΑΙΟΝ τηλ. 52-060: «Στὴ ζωὴ καὶ στὸ θάνατο».: [1209, 408, 1401, 431]
crossword-cell[interactable]: [673, 1431, 697, 1454]
crossword-cell[interactable]: [796, 1529, 820, 1553]
taxi-station-number: 83-611: [599, 1095, 637, 1107]
crossword-cell[interactable]: [845, 1455, 868, 1479]
date-box: [439, 69, 637, 142]
month: ΔΕΚΕΜΒΡΙΟΥ: [482, 118, 594, 136]
crossword-cell[interactable]: [698, 1406, 722, 1430]
crossword-cell[interactable]: [821, 1554, 845, 1577]
cinema-listing: ΑΣΤΕΡΙΑ τηλ. 40-201: «Ὁ γύρος τῆς Εὐρώπης».: [1209, 1003, 1388, 1026]
taxi-station-name: Συκεῶν: [439, 1250, 479, 1262]
almanac: [439, 146, 637, 301]
